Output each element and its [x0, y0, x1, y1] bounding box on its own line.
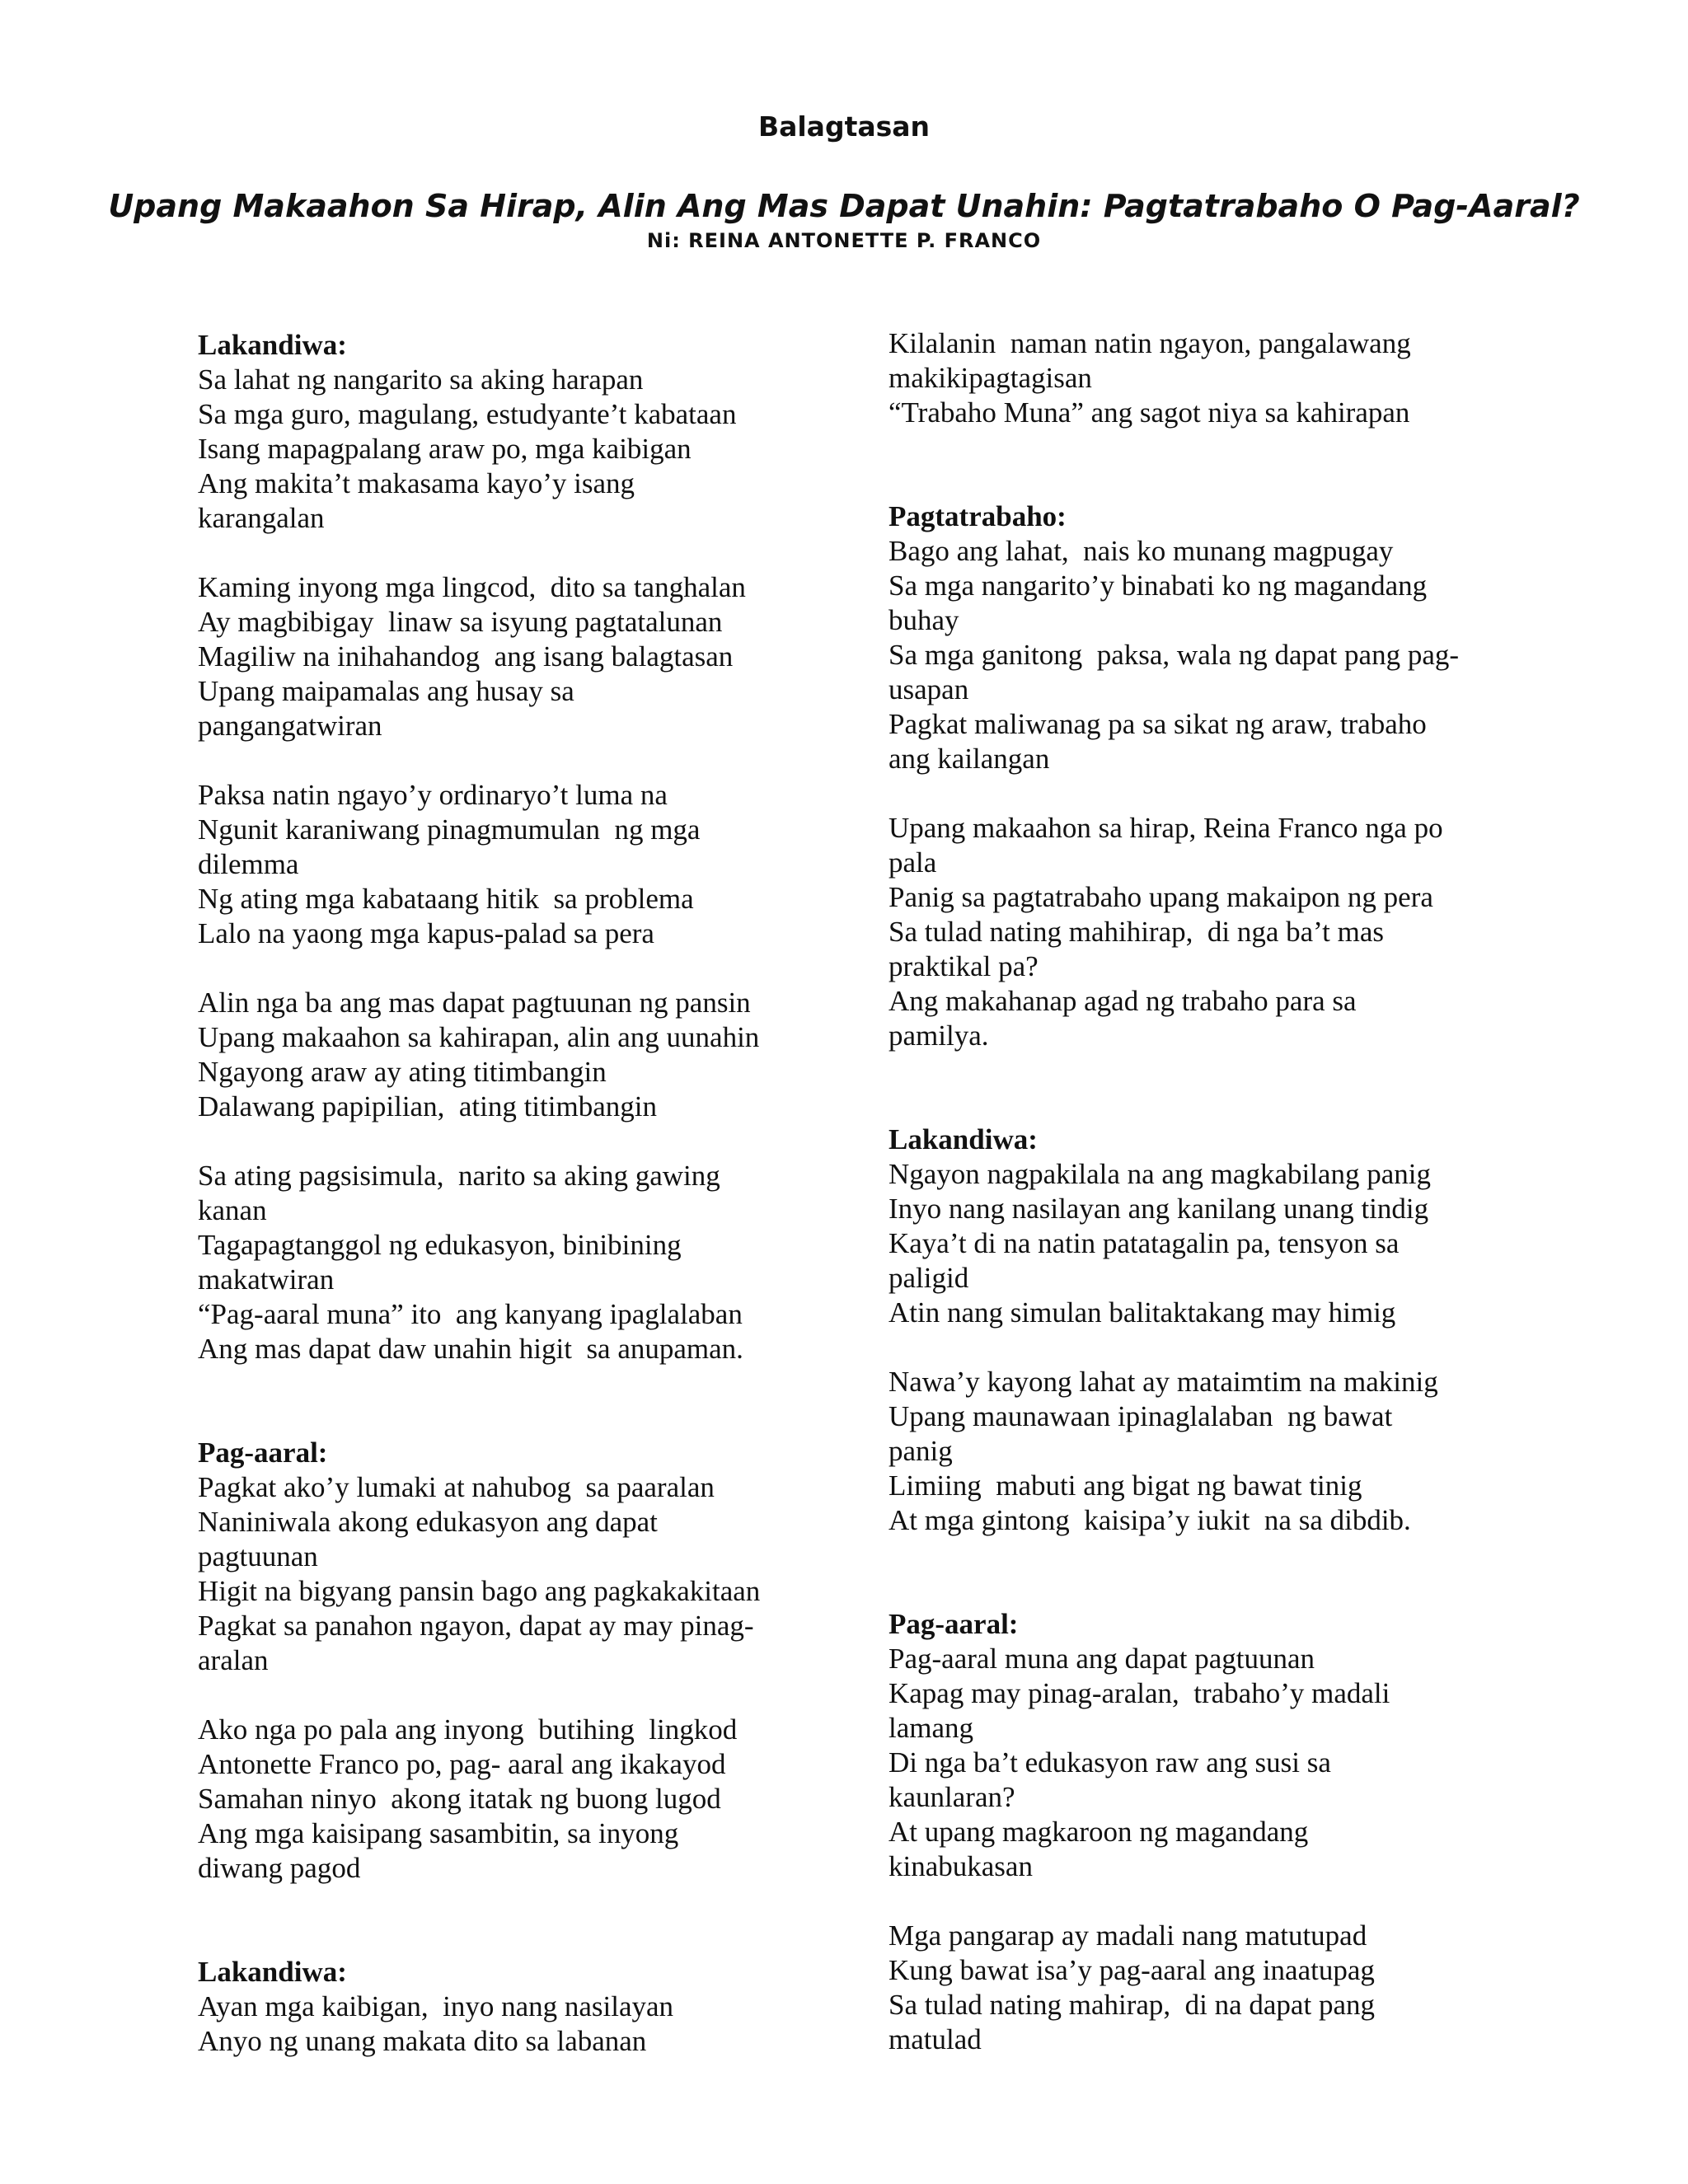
verse-line: Sa tulad nating mahirap, di na dapat pang [889, 1989, 1375, 2021]
section-spacer [198, 1366, 849, 1436]
verse-line: Tagapagtanggol ng edukasyon, binibining [198, 1229, 682, 1261]
verse-line: Ngayong araw ay ating titimbangin [198, 1056, 607, 1088]
verse-line: Ang mas dapat daw unahin higit sa anupaman. [198, 1333, 743, 1365]
verse-line: kinabukasan [889, 1850, 1033, 1882]
verse-line: paligid [889, 1262, 969, 1294]
speaker-label: Pag-aaral: [198, 1436, 328, 1469]
verse-line: Sa mga nangarito’y binabati ko ng magandang [889, 569, 1428, 602]
verse-line: makatwiran [198, 1263, 335, 1296]
verse-line: Mga pangarap ay madali nang matutupad [889, 1919, 1367, 1952]
verse-line: Limiing mabuti ang bigat ng bawat tinig [889, 1469, 1362, 1502]
verse-line: dilemma [198, 848, 299, 880]
verse-line: Ng ating mga kabataang hitik sa problema [198, 883, 694, 915]
verse-line: Alin nga ba ang mas dapat pagtuunan ng pansin [198, 987, 751, 1019]
verse-line: Bago ang lahat, nais ko munang magpugay [889, 535, 1394, 567]
stanza [889, 1642, 1540, 1884]
verse-line: Ngayon nagpakilala na ang magkabilang panig [889, 1158, 1431, 1190]
stanza-spacer [198, 536, 849, 570]
left-column [198, 328, 849, 2059]
verse-line: Dalawang papipilian, ating titimbangin [198, 1090, 657, 1122]
section-spacer [198, 1886, 849, 1955]
verse-line: Nawa’y kayong lahat ay mataimtim na makinig [889, 1366, 1438, 1398]
verse-line: lamang [889, 1712, 974, 1744]
verse-section [889, 326, 1540, 430]
verse-section [889, 499, 1540, 1053]
verse-line: Higit na bigyang pansin bago ang pagkakakitaan [198, 1575, 761, 1607]
stanza [889, 1365, 1540, 1538]
speaker-label: Pag-aaral: [889, 1608, 1019, 1640]
verse-line: At mga gintong kaisipa’y iukit na sa dibdib. [889, 1504, 1411, 1536]
stanza [889, 326, 1540, 430]
speaker-label: Lakandiwa: [198, 1956, 347, 1988]
verse-line: Kaya’t di na natin patatagalin pa, tensyon sa [889, 1227, 1400, 1259]
verse-line: Ako nga po pala ang inyong butihing lingkod [198, 1713, 738, 1746]
stanza [198, 986, 849, 1124]
stanza [889, 1919, 1540, 2057]
verse-line: Samahan ninyo akong itatak ng buong lugod [198, 1783, 721, 1815]
verse-line: Pag-aaral muna ang dapat pagtuunan [889, 1643, 1315, 1675]
verse-line: pagtuunan [198, 1540, 318, 1572]
section-spacer [889, 430, 1540, 499]
verse-line: Kung bawat isa’y pag-aaral ang inaatupag [889, 1954, 1375, 1986]
verse-line: Panig sa pagtatrabaho upang makaipon ng pera [889, 881, 1433, 913]
stanza [889, 811, 1540, 1053]
verse-line: kaunlaran? [889, 1781, 1015, 1813]
verse-line: Paksa natin ngayo’y ordinaryo’t luma na [198, 779, 668, 811]
verse-line: Upang makaahon sa hirap, Reina Franco nga po [889, 812, 1443, 844]
verse-section [889, 1607, 1540, 2057]
section-spacer [889, 1538, 1540, 1607]
verse-line: praktikal pa? [889, 950, 1039, 982]
verse-line: diwang pagod [198, 1852, 361, 1884]
verse-line: Di nga ba’t edukasyon raw ang susi sa [889, 1746, 1331, 1779]
verse-line: usapan [889, 673, 969, 705]
verse-line: pangangatwiran [198, 710, 382, 742]
verse-line: Magiliw na inihahandog ang isang balagtasan [198, 640, 734, 673]
verse-line: Upang maunawaan ipinaglalaban ng bawat [889, 1400, 1393, 1432]
speaker-label: Pagtatrabaho: [889, 500, 1067, 532]
verse-section [198, 1436, 849, 1886]
stanza-spacer [889, 1884, 1540, 1919]
stanza-spacer [198, 1678, 849, 1713]
verse-line: At upang magkaroon ng magandang [889, 1816, 1309, 1848]
verse-line: Sa ating pagsisimula, narito sa aking gawing [198, 1160, 720, 1192]
verse-line: matulad [889, 2023, 982, 2055]
stanza-spacer [889, 1330, 1540, 1365]
verse-line: aralan [198, 1644, 269, 1676]
speaker-label: Lakandiwa: [198, 329, 347, 361]
verse-section [889, 1122, 1540, 1538]
verse-line: karangalan [198, 502, 325, 534]
verse-line: Kilalanin naman natin ngayon, pangalawang [889, 327, 1411, 359]
stanza [198, 778, 849, 951]
verse-line: Ay magbibigay linaw sa isyung pagtatalunan [198, 606, 723, 638]
verse-line: Kapag may pinag-aralan, trabaho’y madali [889, 1677, 1390, 1709]
verse-line: Atin nang simulan balitaktakang may himig [889, 1296, 1396, 1329]
verse-section [198, 1955, 849, 2059]
speaker-label: Lakandiwa: [889, 1123, 1038, 1155]
document-title: Upang Makaahon Sa Hirap, Alin Ang Mas Dapat Unahin: Pagtatrabaho O Pag-Aaral? [108, 188, 1580, 224]
verse-line: Sa mga guro, magulang, estudyante’t kabataan [198, 398, 737, 430]
verse-line: Isang mapagpalang araw po, mga kaibigan [198, 433, 692, 465]
verse-line: ang kailangan [889, 743, 1050, 775]
stanza-spacer [198, 1124, 849, 1159]
verse-line: “Pag-aaral muna” ito ang kanyang ipaglalaban [198, 1298, 743, 1330]
verse-line: Ang makita’t makasama kayo’y isang [198, 467, 635, 499]
stanza [198, 1470, 849, 1678]
stanza-spacer [889, 776, 1540, 811]
stanza [198, 1990, 849, 2059]
verse-line: Pagkat sa panahon ngayon, dapat ay may pinag- [198, 1610, 754, 1642]
verse-line: Sa tulad nating mahihirap, di nga ba’t mas [889, 916, 1385, 948]
stanza [198, 570, 849, 743]
stanza-spacer [198, 951, 849, 986]
stanza [198, 1713, 849, 1886]
verse-line: Upang maipamalas ang husay sa [198, 675, 574, 707]
verse-line: Naniniwala akong edukasyon ang dapat [198, 1506, 658, 1538]
document-genre: Balagtasan [757, 110, 931, 143]
verse-line: Ang makahanap agad ng trabaho para sa [889, 985, 1357, 1017]
verse-line: pamilya. [889, 1019, 989, 1052]
verse-line: Lalo na yaong mga kapus-palad sa pera [198, 917, 654, 949]
author-byline: Ni: REINA ANTONETTE P. FRANCO [646, 229, 1042, 252]
verse-line: Ngunit karaniwang pinagmumulan ng mga [198, 813, 701, 846]
stanza [889, 534, 1540, 776]
verse-line: “Trabaho Muna” ang sagot niya sa kahirapan [889, 396, 1410, 429]
section-spacer [889, 1053, 1540, 1122]
verse-line: Pagkat ako’y lumaki at nahubog sa paaralan [198, 1471, 715, 1503]
verse-line: kanan [198, 1194, 267, 1226]
verse-line: pala [889, 846, 937, 879]
verse-line: Ang mga kaisipang sasambitin, sa inyong [198, 1817, 679, 1849]
verse-line: Anyo ng unang makata dito sa labanan [198, 2025, 647, 2057]
verse-section [198, 328, 849, 1366]
stanza [889, 1157, 1540, 1330]
verse-line: makikipagtagisan [889, 362, 1092, 394]
verse-line: Sa lahat ng nangarito sa aking harapan [198, 363, 644, 396]
verse-line: Inyo nang nasilayan ang kanilang unang tindig [889, 1193, 1429, 1225]
stanza [198, 1159, 849, 1366]
verse-line: Antonette Franco po, pag- aaral ang ikakayod [198, 1748, 726, 1780]
right-column [889, 326, 1540, 2057]
verse-line: buhay [889, 604, 959, 636]
verse-line: Pagkat maliwanag pa sa sikat ng araw, trabaho [889, 708, 1427, 740]
stanza-spacer [198, 743, 849, 778]
verse-line: Kaming inyong mga lingcod, dito sa tanghalan [198, 571, 746, 603]
verse-line: Upang makaahon sa kahirapan, alin ang uunahin [198, 1021, 760, 1053]
stanza [198, 363, 849, 536]
verse-line: Sa mga ganitong paksa, wala ng dapat pang pag- [889, 639, 1460, 671]
verse-line: Ayan mga kaibigan, inyo nang nasilayan [198, 1990, 674, 2022]
verse-line: panig [889, 1435, 953, 1467]
